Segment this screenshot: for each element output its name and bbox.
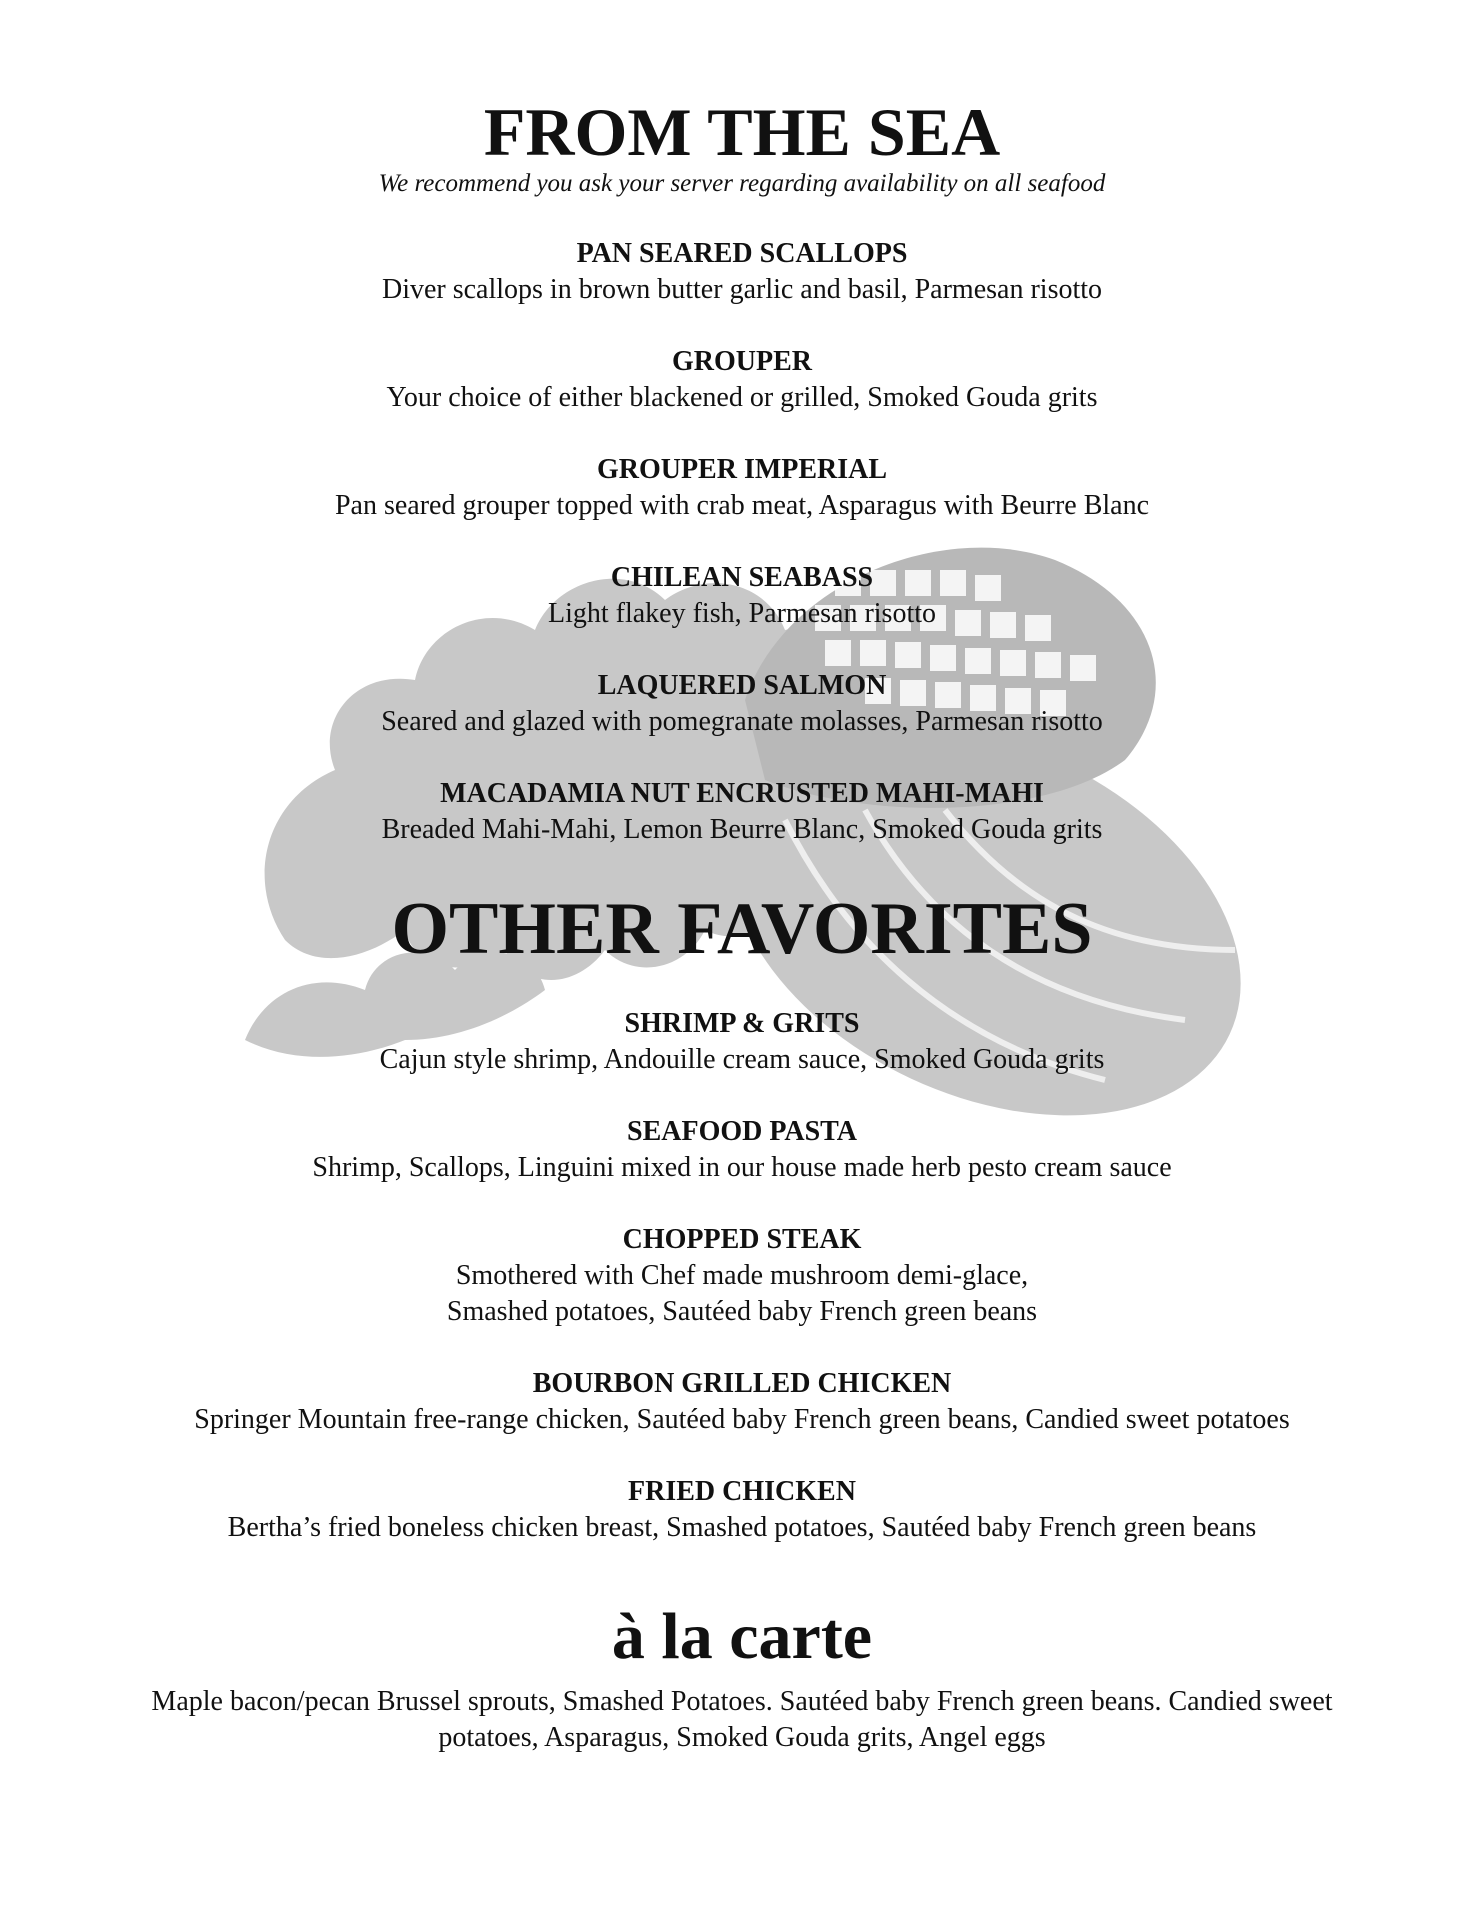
item-name: PAN SEARED SCALLOPS [576,238,908,269]
menu-item-fried-chicken [0,1474,1484,1546]
section-title-a-la-carte: à la carte [611,1600,873,1673]
menu-item-grouper-imperial [0,452,1484,524]
item-description: Shrimp, Scallops, Linguini mixed in our house made herb pesto cream sauce [312,1152,1172,1183]
section-title-sea: FROM THE SEA [483,94,1001,170]
item-description: Bertha’s fried boneless chicken breast, Smashed potatoes, Sautéed baby French green beans [227,1512,1257,1543]
menu-item-bourbon-grilled-chicken [0,1366,1484,1438]
item-name: GROUPER IMPERIAL [596,454,888,485]
item-name: LAQUERED SALMON [597,670,887,701]
menu-item-laquered-salmon [0,668,1484,740]
item-name: CHOPPED STEAK [622,1224,862,1255]
item-description-line-2: Smashed potatoes, Sautéed baby French green beans [446,1296,1038,1327]
a-la-carte-description: Maple bacon/pecan Brussel sprouts, Smashed Potatoes. Sautéed baby French green beans. Candied sweet potatoes, Asparagus, Smoked Gouda grits, Angel eggs [151,1686,1333,1753]
menu-item-grouper [0,344,1484,416]
item-description: Breaded Mahi-Mahi, Lemon Beurre Blanc, Smoked Gouda grits [381,814,1103,845]
menu-item-macadamia-mahi-mahi [0,776,1484,848]
item-name: FRIED CHICKEN [628,1476,856,1507]
menu-item-chopped-steak [0,1222,1484,1330]
item-description: Light flakey fish, Parmesan risotto [547,598,937,629]
menu-item-pan-seared-scallops [0,236,1484,308]
item-description: Your choice of either blackened or grilled, Smoked Gouda grits [386,382,1098,413]
menu-item-shrimp-grits [0,1006,1484,1078]
item-name: SEAFOOD PASTA [627,1116,857,1147]
menu-item-seafood-pasta [0,1114,1484,1186]
item-name: BOURBON GRILLED CHICKEN [532,1368,952,1399]
item-description: Springer Mountain free-range chicken, Sautéed baby French green beans, Candied sweet potatoes [194,1404,1290,1435]
item-name: MACADAMIA NUT ENCRUSTED MAHI-MAHI [440,778,1044,809]
item-description: Diver scallops in brown butter garlic and basil, Parmesan risotto [381,274,1103,305]
item-description: Cajun style shrimp, Andouille cream sauce, Smoked Gouda grits [379,1044,1105,1075]
item-name: SHRIMP & GRITS [624,1008,860,1039]
item-description: Seared and glazed with pomegranate molasses, Parmesan risotto [381,706,1103,737]
item-description: Pan seared grouper topped with crab meat, Asparagus with Beurre Blanc [334,490,1150,521]
item-name: GROUPER [672,346,812,377]
menu-item-chilean-seabass [0,560,1484,632]
section-title-favorites: OTHER FAVORITES [391,888,1093,970]
sea-subtitle: We recommend you ask your server regarding availability on all seafood [378,170,1106,197]
item-name: CHILEAN SEABASS [610,562,874,593]
item-description: Smothered with Chef made mushroom demi-glace, [455,1260,1029,1291]
